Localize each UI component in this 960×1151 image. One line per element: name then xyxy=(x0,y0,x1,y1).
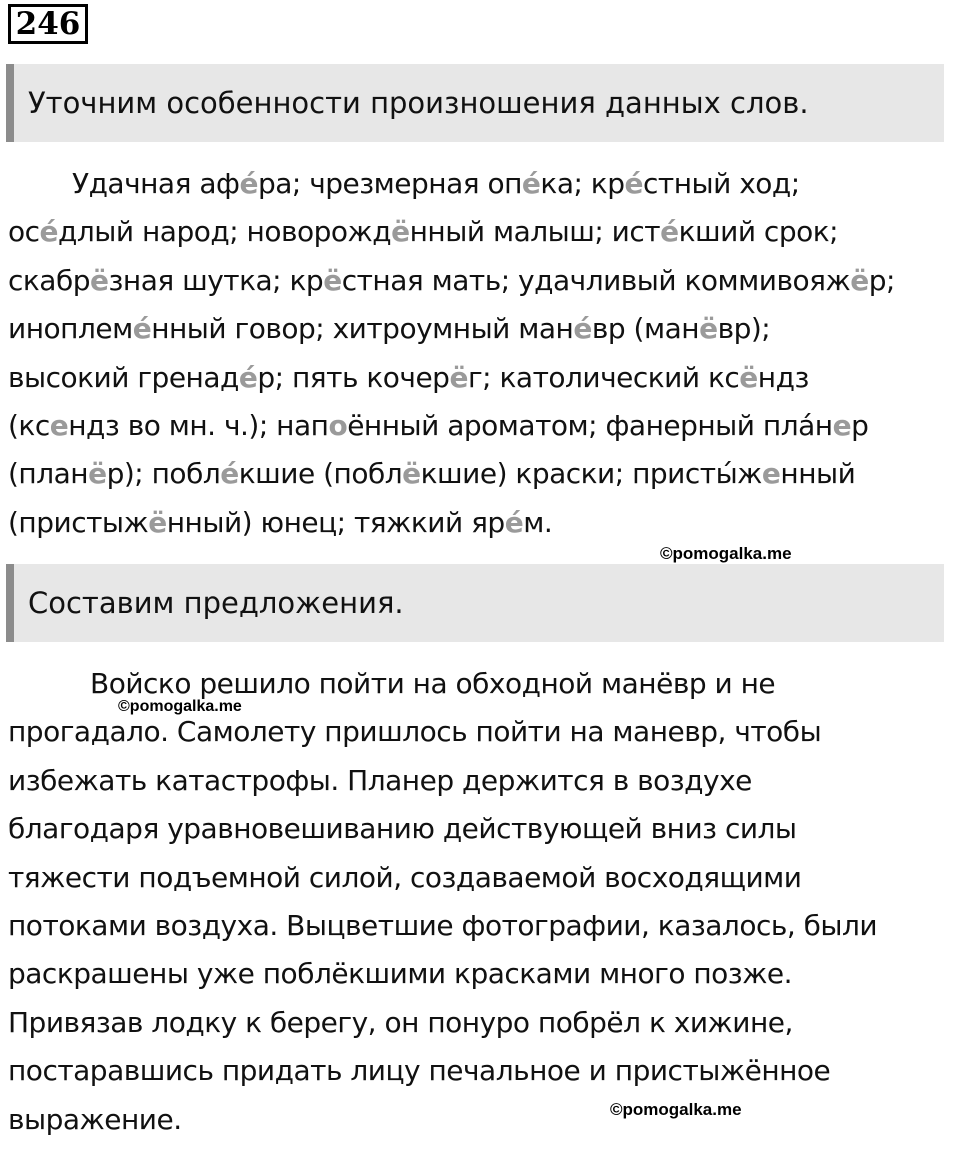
text-line: раскрашены уже поблёкшими красками много позже. xyxy=(8,957,793,991)
stressed-vowel: е́ xyxy=(660,215,679,249)
stressed-vowel: е́ xyxy=(239,167,258,200)
text-segment: ённый ароматом; фанерный пла́н xyxy=(347,409,833,443)
text-line: прогадало. Самолету пришлось пойти на маневр, чтобы xyxy=(8,715,822,749)
stressed-vowel: е́ xyxy=(132,312,152,346)
text-segment: ос xyxy=(8,215,40,249)
stressed-vowel: ё xyxy=(90,263,109,297)
text-line xyxy=(8,257,953,305)
stressed-vowel: е́ xyxy=(504,505,524,539)
section-heading-pronunciation xyxy=(6,64,944,142)
text-segment: ка; кр xyxy=(540,167,625,200)
text-line: тяжести подъемной силой, создаваемой восходящими xyxy=(8,860,802,894)
watermark: ©pomogalka.me xyxy=(118,698,242,715)
text-segment: ндз во мн. ч.); нап xyxy=(68,409,329,443)
section-heading-sentences xyxy=(6,564,944,642)
stressed-vowel: е xyxy=(49,409,69,443)
stressed-vowel: ё xyxy=(88,457,107,491)
sentences-paragraph xyxy=(8,660,953,1144)
text-segment: м. xyxy=(523,505,553,539)
text-segment: (кс xyxy=(8,409,50,443)
text-segment: вр (ман xyxy=(591,312,700,346)
stressed-vowel: ё xyxy=(148,505,167,539)
text-line xyxy=(8,354,953,402)
stressed-vowel: ё xyxy=(699,312,718,346)
stressed-vowel: о xyxy=(328,409,348,443)
text-line: благодаря уравновешиванию действующей вниз силы xyxy=(8,812,797,846)
stressed-vowel: е́ xyxy=(624,167,643,200)
text-line xyxy=(8,305,953,353)
text-segment: нный говор; хитроумный ман xyxy=(151,312,574,346)
text-segment: р; xyxy=(868,263,895,297)
pronunciation-paragraph xyxy=(8,160,953,547)
watermark: ©pomogalka.me xyxy=(610,1100,742,1119)
text-segment: (план xyxy=(8,457,89,491)
text-line: потоками воздуха. Выцветшие фотографии, казалось, были xyxy=(8,909,878,943)
text-segment: Удачная аф xyxy=(72,167,240,200)
stressed-vowel: ё xyxy=(449,360,468,394)
stressed-vowel: е́ xyxy=(220,457,239,491)
text-segment: кшие) краски; присты́ж xyxy=(420,457,762,491)
stressed-vowel: ё xyxy=(323,263,342,297)
text-line: избежать катастрофы. Планер держится в воздухе xyxy=(8,763,752,797)
text-line: выражение. xyxy=(8,1102,182,1136)
text-line: Войско решило пойти на обходной манёвр и не xyxy=(90,667,776,700)
text-segment: зная шутка; кр xyxy=(108,263,324,297)
text-segment: нный) юнец; тяжкий яр xyxy=(166,505,505,539)
watermark: ©pomogalka.me xyxy=(660,544,792,563)
stressed-vowel: е́ xyxy=(238,360,258,394)
stressed-vowel: е́ xyxy=(39,215,59,249)
text-segment: стная мать; удачливый коммивояж xyxy=(341,263,851,297)
text-line xyxy=(8,160,953,208)
text-line xyxy=(8,450,953,498)
text-segment: высокий гренад xyxy=(8,360,239,394)
text-segment: стный ход; xyxy=(643,167,800,200)
text-segment: нный малыш; ист xyxy=(409,215,661,249)
section-heading-text: Уточним особенности произношения данных слов. xyxy=(28,86,809,120)
text-segment: р xyxy=(851,409,869,443)
text-segment: кшие (побл xyxy=(238,457,403,491)
text-segment: кший срок; xyxy=(678,215,839,249)
text-segment: р); побл xyxy=(106,457,221,491)
stressed-vowel: ё xyxy=(850,263,869,297)
task-number: 246 xyxy=(8,4,88,44)
text-line xyxy=(8,499,953,547)
text-segment: (пристыж xyxy=(8,505,149,539)
text-segment: длый народ; новорожд xyxy=(58,215,392,249)
stressed-vowel: е́ xyxy=(573,312,592,346)
stressed-vowel: е xyxy=(832,409,852,443)
stressed-vowel: ё xyxy=(391,215,410,249)
stressed-vowel: ё xyxy=(739,360,758,394)
text-segment: иноплем xyxy=(8,312,133,346)
text-line xyxy=(8,208,953,256)
text-segment: нный xyxy=(780,457,856,491)
text-segment: г; католический кс xyxy=(467,360,740,394)
text-segment: р; пять кочер xyxy=(257,360,450,394)
section-heading-text: Составим предложения. xyxy=(28,586,404,620)
text-line xyxy=(8,402,953,450)
stressed-vowel: е xyxy=(761,457,781,491)
text-segment: вр); xyxy=(717,312,771,346)
text-line: постаравшись придать лицу печальное и пристыжённое xyxy=(8,1054,831,1088)
text-segment: скабр xyxy=(8,263,91,297)
stressed-vowel: е́ xyxy=(521,167,541,200)
text-segment: ра; чрезмерная оп xyxy=(257,167,522,200)
text-segment: ндз xyxy=(757,360,809,394)
text-line: Привязав лодку к берегу, он понуро побрёл к хижине, xyxy=(8,1005,793,1039)
stressed-vowel: ё xyxy=(402,457,421,491)
